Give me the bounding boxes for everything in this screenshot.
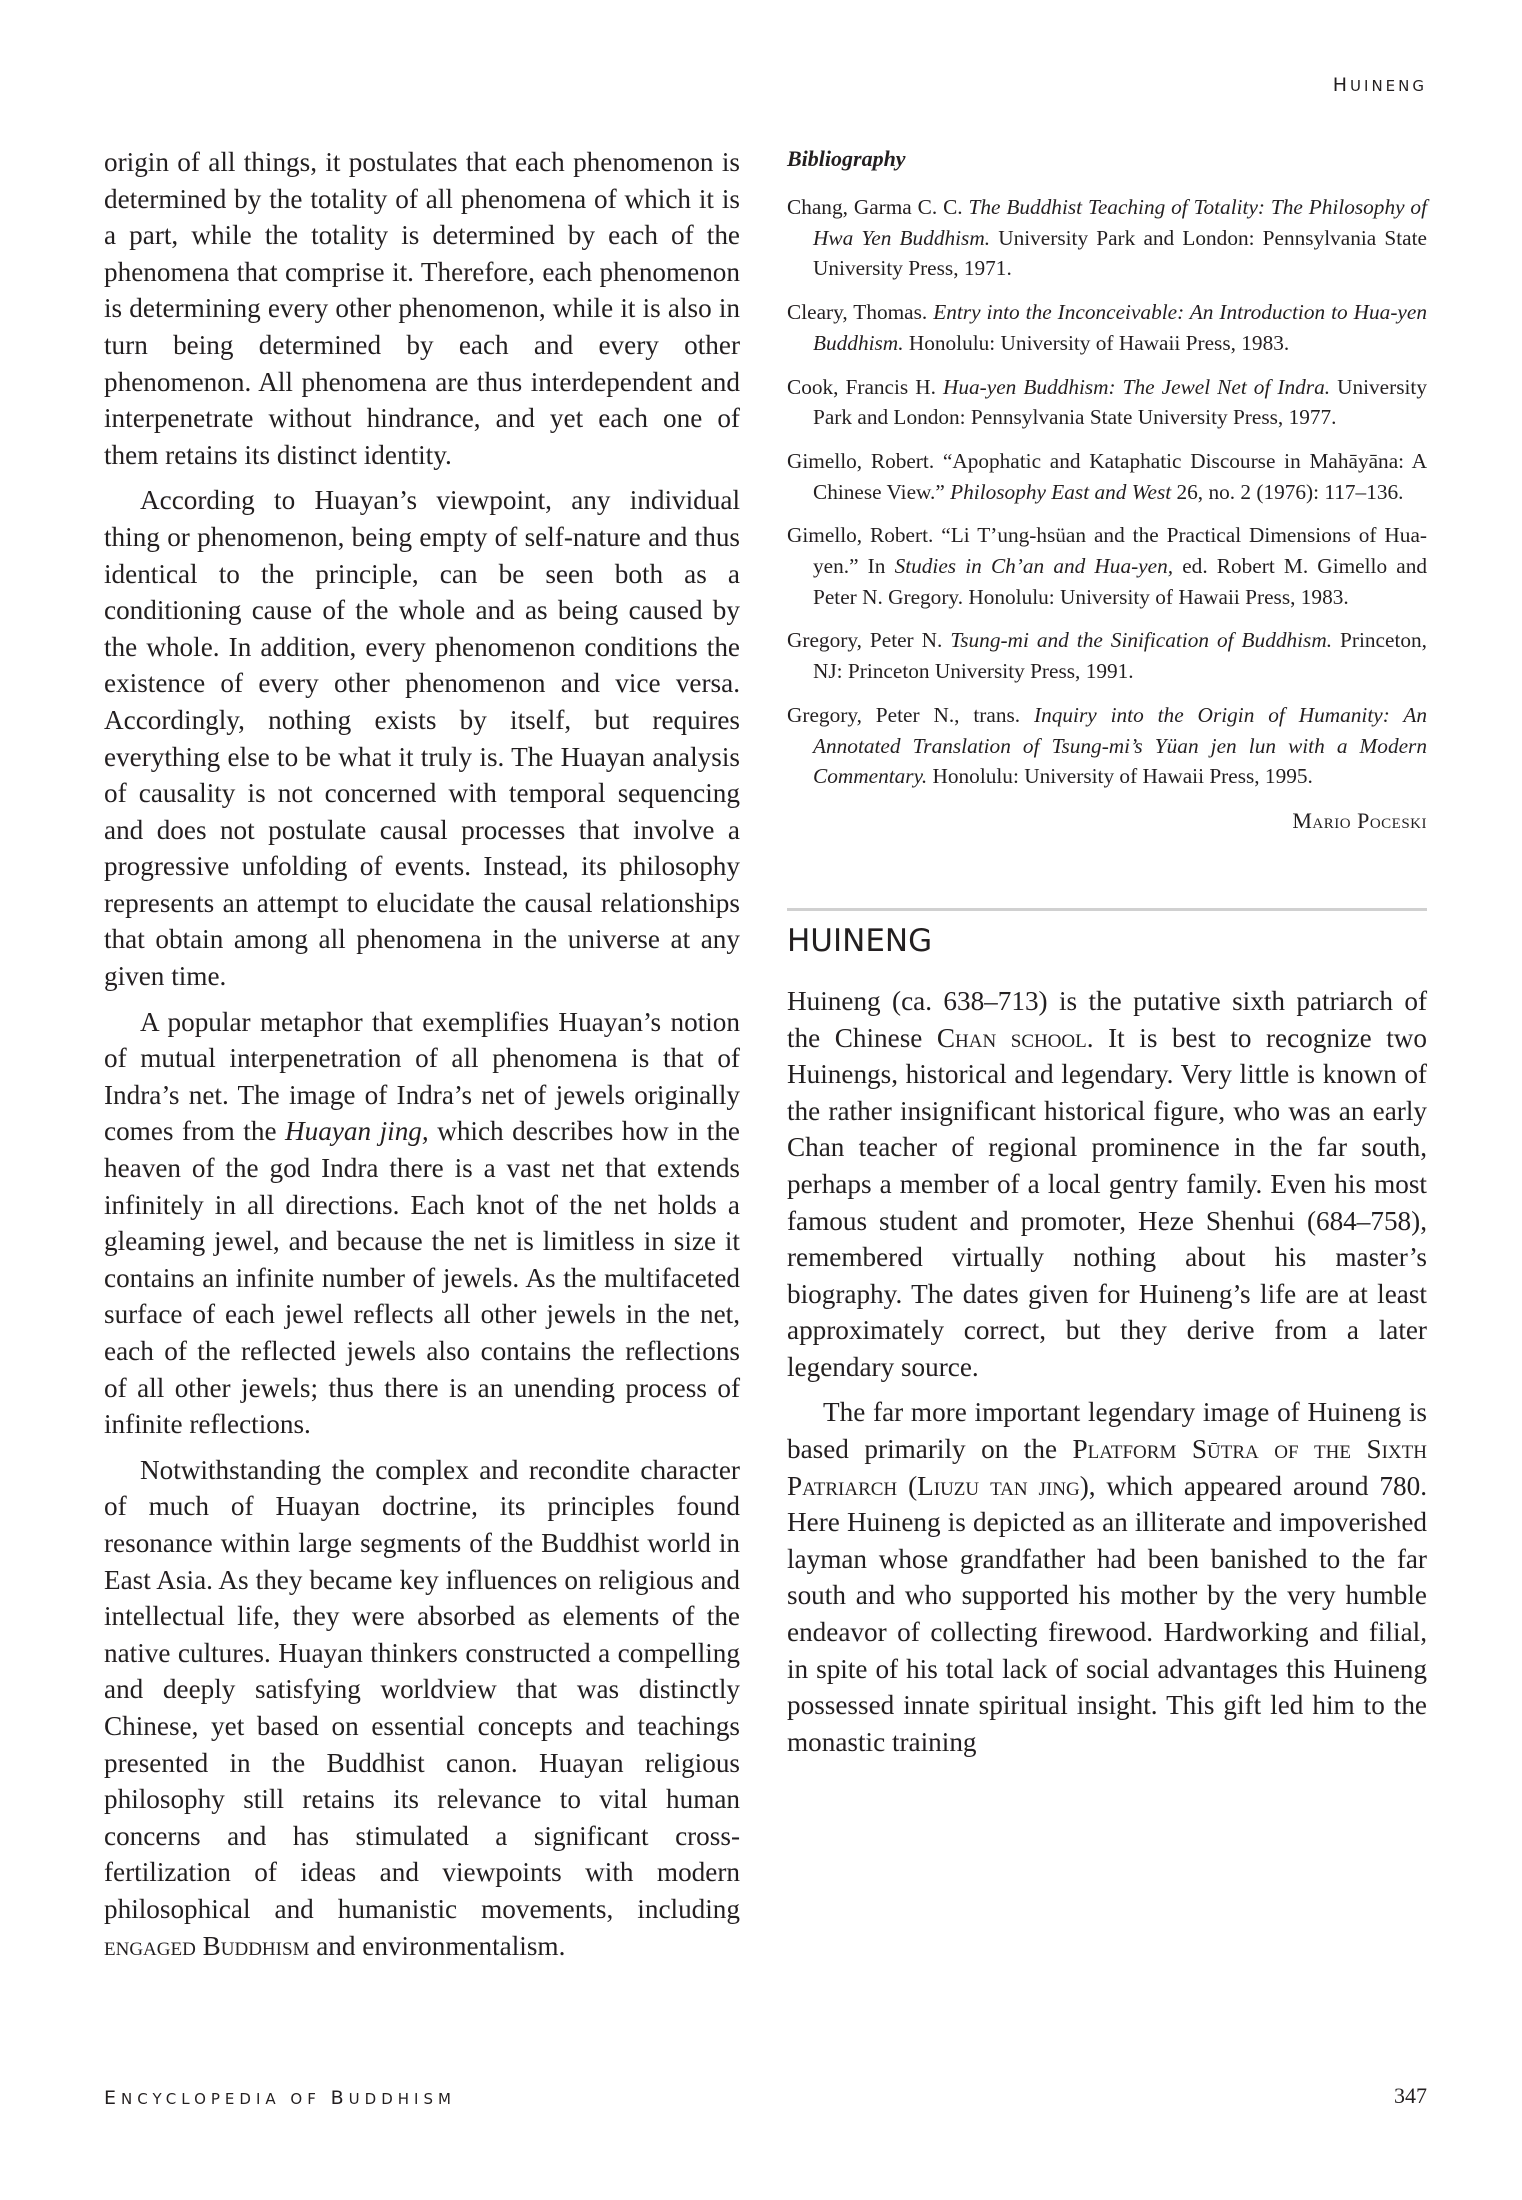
bibliography-entry bbox=[787, 625, 1427, 686]
text-run: The far more important legendary image of Huineng is based primarily on the bbox=[787, 1397, 1427, 1465]
bibliography-entry bbox=[787, 520, 1427, 612]
bibliography-entry bbox=[787, 372, 1427, 433]
publication-initial: E bbox=[104, 2087, 122, 2109]
entry-paragraphs bbox=[787, 983, 1427, 1760]
author-signature: Mario Poceski bbox=[1292, 807, 1427, 833]
bibliography-heading: Bibliography bbox=[787, 146, 906, 171]
text-run: A popular metaphor that exemplifies Huayan’s notion of mutual interpenetration of all phenomena is that of Indra’s net. The image of Indra’s net of jewels originally comes from the bbox=[104, 1006, 740, 1147]
left-column-paragraphs bbox=[104, 144, 740, 1964]
bibliography-list bbox=[787, 192, 1427, 792]
text-run: ed. Robert M. Gimello and Peter N. Gregory. Honolulu: University of Hawaii Press, 1983. bbox=[813, 554, 1428, 609]
cross-reference-link[interactable]: Liuzu tan jing bbox=[917, 1470, 1080, 1501]
text-run: Huineng (ca. 638–713) is the putative sixth patriarch of the Chinese bbox=[787, 985, 1427, 1053]
publication-text: UDDHISM bbox=[348, 2090, 456, 2108]
page-number: 347 bbox=[1394, 2083, 1427, 2108]
text-run: ( bbox=[897, 1470, 918, 1501]
bibliography-entry bbox=[787, 700, 1427, 792]
text-run: Cleary, Thomas. bbox=[787, 300, 934, 325]
italic-text: Hua-yen Buddhism: The Jewel Net of Indra. bbox=[943, 374, 1331, 399]
text-run: Princeton, NJ: Princeton University Press, 1991. bbox=[813, 628, 1427, 684]
italic-text: The Buddhist Teaching of Totality: The Philosophy of Hwa Yen Buddhism. bbox=[813, 195, 1428, 250]
publication-initial: B bbox=[330, 2087, 349, 2109]
bibliography-section bbox=[787, 144, 1427, 834]
text-run: Honolulu: University of Hawaii Press, 1995. bbox=[927, 764, 1313, 789]
bibliography-entry bbox=[787, 446, 1427, 507]
bibliography-entry bbox=[787, 297, 1427, 358]
italic-text: Entry into the Inconceivable: An Introduction to Hua-yen Buddhism. bbox=[813, 300, 1427, 355]
italic-text: Tsung-mi and the Sinification of Buddhism. bbox=[950, 628, 1333, 653]
italic-text: Studies in Ch’an and Hua-yen, bbox=[894, 554, 1174, 579]
cross-reference-link[interactable]: Chan school bbox=[936, 1022, 1087, 1053]
publication-text: NCYCLOPEDIA OF bbox=[121, 2090, 331, 2108]
text-run: Gregory, Peter N., trans. bbox=[787, 702, 1035, 727]
body-paragraph bbox=[787, 1394, 1427, 1760]
entry-heading: HUINENG bbox=[787, 922, 933, 959]
body-paragraph bbox=[787, 983, 1427, 1386]
italic-text: Inquiry into the Origin of Humanity: An Annotated Translation of Tsung-mi’s Yüan jen lun with a Modern Commentary. bbox=[813, 702, 1427, 789]
right-column bbox=[787, 144, 1427, 1760]
running-head bbox=[1333, 74, 1427, 96]
text-run: Gimello, Robert. “Apophatic and Kataphatic Discourse in Mahāyāna: A Chinese View.” bbox=[787, 448, 1427, 504]
text-run: . It is best to recognize two Huinengs, historical and legendary. Very little is known of the rather insignificant historical figure, who was an early Chan teacher of regional prominence in the far south, perhaps a member of a local gentry family. Even his most famous student and promoter, Heze Shenhui (684–758), remembered virtually nothing about his master’s biography. The dates given for Huineng’s life are at least approximately correct, but they derive from a later legendary source. bbox=[787, 1022, 1427, 1382]
text-run: University Park and London: Pennsylvania State University Press, 1971. bbox=[813, 225, 1427, 281]
body-paragraph bbox=[104, 1004, 740, 1443]
publication-title bbox=[104, 2087, 456, 2109]
cross-reference-link[interactable]: engaged Buddhism bbox=[104, 1930, 310, 1961]
text-run: which describes how in the heaven of the god Indra there is a vast net that extends infinitely in all directions. Each knot of the net holds a gleaming jewel, and because the net is limitless in size it contains an infinite number of jewels. As the multifaceted surface of each jewel reflects all other jewels in the net, each of the reflected jewels also contains the reflections of all other jewels; thus there is an unending process of infinite reflections. bbox=[104, 1116, 740, 1440]
text-run: Chang, Garma C. C. bbox=[787, 195, 969, 219]
text-run: origin of all things, it postulates that each phenomenon is determined by the totality of all phenomena of which it is a part, while the totality is determined by each of the phenomena that comprise it. Therefore, each phenomenon is determining every other phenomenon, while it is also in turn being determined by each and every other phenomenon. All phenomena are thus interdependent and interpenetrate without hindrance, and yet each one of them retains its distinct identity. bbox=[104, 147, 740, 470]
cross-reference-link[interactable]: Platform Sūtra of the Sixth Patriarch bbox=[787, 1434, 1427, 1501]
bibliography-entry bbox=[787, 192, 1427, 284]
text-run: Cook, Francis H. bbox=[787, 374, 943, 399]
italic-text: Huayan jing, bbox=[285, 1116, 429, 1147]
text-run: Honolulu: University of Hawaii Press, 1983. bbox=[903, 330, 1290, 355]
running-head-rest: UINENG bbox=[1350, 77, 1427, 95]
text-run: 26, no. 2 (1976): 117–136. bbox=[1171, 479, 1404, 504]
body-paragraph bbox=[104, 1452, 740, 1964]
text-run: Notwithstanding the complex and recondite character of much of Huayan doctrine, its principles found resonance within large segments of the Buddhist world in East Asia. As they became key influences on religious and intellectual life, they were absorbed as elements of the native cultures. Huayan thinkers constructed a compelling and deeply satisfying worldview that was distinctly Chinese, yet based on essential concepts and teachings presented in the Buddhist canon. Huayan religious philosophy still retains its relevance to vital human concerns and has stimulated a significant cross-fertilization of ideas and viewpoints with modern philosophical and humanistic movements, including bbox=[104, 1454, 740, 1924]
left-column bbox=[104, 144, 740, 1964]
italic-text: Philosophy East and West bbox=[950, 479, 1172, 504]
text-run: ), which appeared around 780. Here Huineng is depicted as an illiterate and impoverished layman whose grandfather had been banished to the far south and who supported his mother by the very humble endeavor of collecting firewood. Hardworking and filial, in spite of his total lack of social advantages this Huineng possessed innate spiritual insight. This gift led him to the monastic training bbox=[787, 1470, 1427, 1757]
body-paragraph bbox=[104, 482, 740, 994]
text-run: Gimello, Robert. “Li T’ung-hsüan and the Practical Dimensions of Hua-yen.” In bbox=[787, 523, 1427, 579]
body-paragraph bbox=[104, 144, 740, 473]
running-head-initial: H bbox=[1332, 74, 1351, 96]
text-run: and environmentalism. bbox=[309, 1930, 566, 1961]
entry-divider bbox=[787, 908, 1427, 911]
text-run: University Park and London: Pennsylvania State University Press, 1977. bbox=[813, 374, 1427, 430]
text-run: Gregory, Peter N. bbox=[787, 628, 951, 653]
text-run: According to Huayan’s viewpoint, any individual thing or phenomenon, being empty of self-nature and thus identical to the principle, can be seen both as a conditioning cause of the whole and as being caused by the whole. In addition, every phenomenon conditions the existence of every other phenomenon and vice versa. Accordingly, nothing exists by itself, but requires everything else to be what it truly is. The Huayan analysis of causality is not concerned with temporal sequencing and does not postulate causal processes that involve a progressive unfolding of events. Instead, its philosophy represents an attempt to elucidate the causal relationships that obtain among all phenomena in the universe at any given time. bbox=[104, 485, 740, 992]
